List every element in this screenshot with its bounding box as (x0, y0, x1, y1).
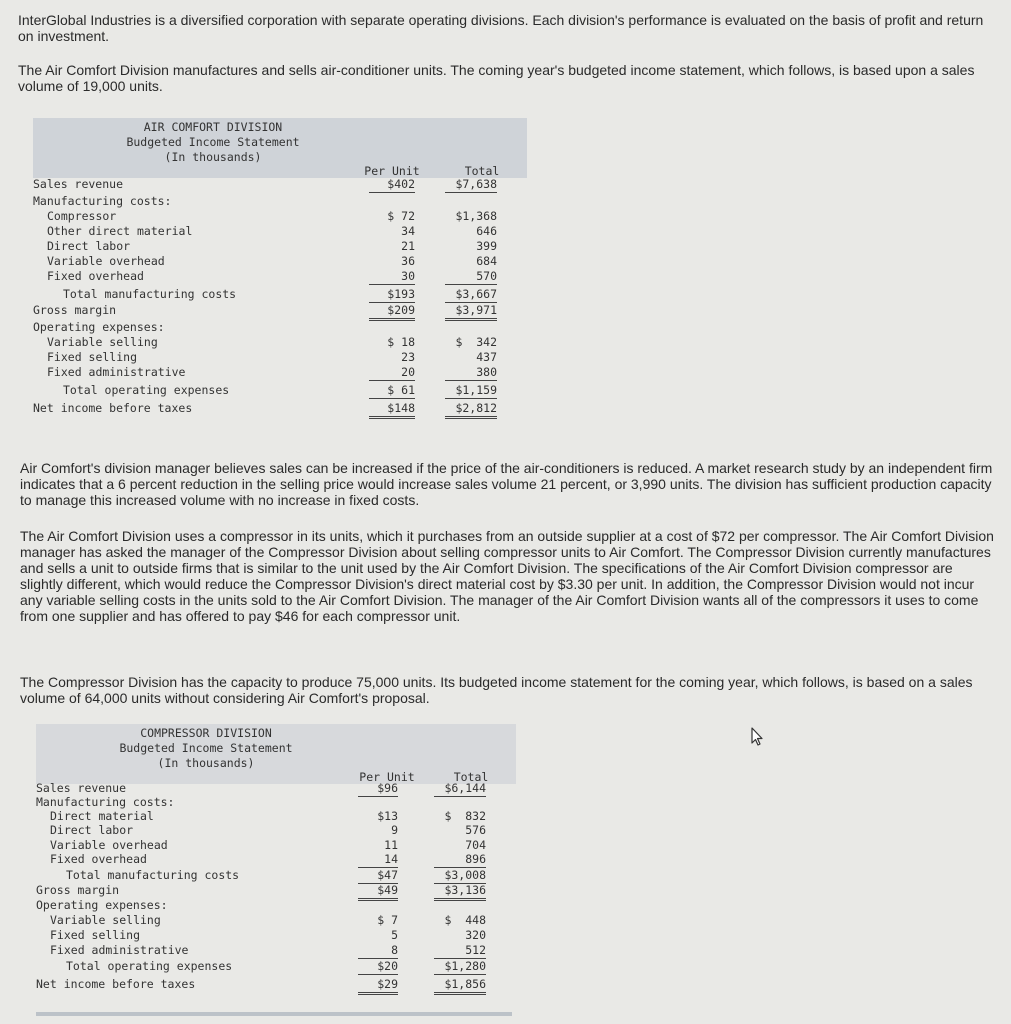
row-label: Operating expenses: (33, 320, 165, 334)
row-label: Manufacturing costs: (33, 194, 172, 208)
total-value: $3,136 (434, 882, 486, 901)
per-unit-value: $209 (369, 302, 415, 321)
statement-row (36, 927, 516, 943)
statement-row (36, 882, 516, 898)
mouse-pointer-icon (746, 726, 768, 748)
row-label: Direct labor (50, 823, 134, 837)
row-label: Operating expenses: (36, 898, 168, 912)
total-value: $6,144 (434, 780, 486, 797)
row-label: Variable selling (50, 913, 161, 927)
row-label: Direct material (50, 809, 154, 823)
per-unit-value: $ 72 (387, 209, 415, 223)
statement-row (36, 912, 516, 928)
per-unit-value: 21 (401, 239, 415, 253)
row-label: Sales revenue (33, 177, 124, 191)
total-value: 320 (465, 928, 486, 942)
per-unit-value: $13 (377, 809, 398, 823)
total-value: $1,856 (434, 976, 486, 995)
per-unit-value: 11 (384, 838, 398, 852)
row-label: Direct labor (47, 239, 131, 253)
total-value: $ 832 (444, 809, 486, 823)
statement-row (33, 364, 527, 380)
row-label: Fixed selling (50, 928, 141, 942)
air-comfort-income-statement (33, 118, 527, 434)
per-unit-value: 23 (401, 350, 415, 364)
statement-row (33, 382, 527, 398)
total-value: 380 (445, 364, 497, 381)
total-value: $3,667 (445, 286, 497, 303)
statement-row (36, 942, 516, 958)
total-value: 437 (476, 350, 497, 364)
row-label: Gross margin (33, 303, 117, 317)
per-unit-value: $148 (369, 400, 415, 419)
statement-title-2: Budgeted Income Statement (126, 135, 300, 149)
row-label: Total operating expenses (63, 383, 230, 397)
row-label: Variable overhead (50, 838, 168, 852)
row-label: Gross margin (36, 883, 120, 897)
divider (36, 1012, 512, 1016)
row-label: Fixed administrative (47, 365, 186, 379)
total-value: $ 448 (444, 913, 486, 927)
total-value: 570 (445, 268, 497, 285)
per-unit-value: 36 (401, 254, 415, 268)
statement-row (33, 286, 527, 302)
per-unit-value: 8 (358, 942, 398, 959)
total-value: 704 (465, 838, 486, 852)
per-unit-value: $29 (358, 976, 398, 995)
total-value: $1,159 (445, 382, 497, 399)
statement-row (33, 349, 527, 365)
statement-row (33, 176, 527, 192)
statement-row (36, 976, 516, 992)
statement-row (33, 223, 527, 239)
per-unit-value: $402 (369, 176, 415, 193)
per-unit-value: 5 (391, 928, 398, 942)
statement-row (33, 253, 527, 269)
total-value: $2,812 (445, 400, 497, 419)
total-value: $3,971 (445, 302, 497, 321)
statement-row (36, 867, 516, 883)
intro-paragraph-1: InterGlobal Industries is a diversified corporation with separate operating divisions. Each division's performance is evaluated on the basis of profit and return on investment. (18, 12, 984, 44)
statement-title-3: (In thousands) (164, 150, 262, 164)
total-value: $ 342 (455, 335, 497, 349)
statement-row (33, 400, 527, 416)
per-unit-value: $47 (358, 867, 398, 884)
per-unit-value: 30 (369, 268, 415, 285)
row-label: Fixed overhead (47, 269, 144, 283)
total-value: 646 (476, 224, 497, 238)
total-column-header: Total (453, 770, 489, 784)
row-label: Fixed overhead (50, 852, 147, 866)
compressor-income-statement (36, 724, 516, 1012)
total-value: 512 (434, 942, 486, 959)
total-value: $1,368 (455, 209, 497, 223)
per-unit-value: $ 61 (369, 382, 415, 399)
total-value: 576 (465, 823, 486, 837)
middle-paragraph-1: Air Comfort's division manager believes sales can be increased if the price of the air-conditioners is reduced. A market research study by an independent firm indicates that a 6 percent reduction in the selling price would increase sales volume 21 percent, or 3,990 units. The division has sufficient production capacity to manage this increased volume with no increase in fixed costs. (20, 460, 993, 508)
total-value: 399 (476, 239, 497, 253)
row-label: Fixed administrative (50, 943, 189, 957)
row-label: Net income before taxes (33, 401, 193, 415)
per-unit-column-header: Per Unit (359, 770, 415, 784)
middle-paragraph-2: The Air Comfort Division uses a compressor in its units, which it purchases from an outside supplier at a cost of $72 per compressor. The Air Comfort Division manager has asked the manager of the Compressor Division about selling compressor units to Air Comfort. The Compressor Division currently manufactures and sells a unit to outside firms that is similar to the unit used by the Air Comfort Division. The specifications of the Air Comfort Division compressor are slightly different, which would reduce the Compressor Division's direct material cost by $3.30 per unit. In addition, the Compressor Division would not incur any variable selling costs in the units sold to the Air Comfort Division. The manager of the Air Comfort Division wants all of the compressors it uses to come from one supplier and has offered to pay $46 for each compressor unit. (20, 528, 994, 624)
statement-row (36, 958, 516, 974)
statement-row (33, 334, 527, 350)
total-value: 896 (434, 851, 486, 868)
row-label: Variable overhead (47, 254, 165, 268)
statement-title-1: COMPRESSOR DIVISION (140, 726, 272, 740)
row-label: Sales revenue (36, 781, 127, 795)
per-unit-column-header: Per Unit (364, 164, 420, 178)
per-unit-value: 20 (369, 364, 415, 381)
total-value: 684 (476, 254, 497, 268)
statement-title-3: (In thousands) (157, 756, 255, 770)
total-value: $1,280 (434, 958, 486, 975)
statement-row (36, 897, 516, 913)
statement-row (33, 268, 527, 284)
row-label: Total manufacturing costs (66, 868, 240, 882)
total-column-header: Total (464, 164, 500, 178)
intro-paragraph-2: The Air Comfort Division manufactures and sells air-conditioner units. The coming year's budgeted income statement, which follows, is based upon a sales volume of 19,000 units. (18, 62, 975, 94)
statement-row (36, 851, 516, 867)
row-label: Total operating expenses (66, 959, 233, 973)
row-label: Manufacturing costs: (36, 795, 175, 809)
statement-row (36, 822, 516, 838)
per-unit-value: $49 (358, 882, 398, 901)
per-unit-value: $ 7 (377, 913, 398, 927)
row-label: Net income before taxes (36, 977, 196, 991)
statement-row (33, 302, 527, 318)
row-label: Fixed selling (47, 350, 138, 364)
per-unit-value: $ 18 (387, 335, 415, 349)
statement-row (33, 238, 527, 254)
total-value: $3,008 (434, 867, 486, 884)
per-unit-value: 14 (358, 851, 398, 868)
statement-row (33, 319, 527, 335)
per-unit-value: $193 (369, 286, 415, 303)
row-label: Other direct material (47, 224, 193, 238)
row-label: Total manufacturing costs (63, 287, 237, 301)
per-unit-value: $96 (358, 780, 398, 797)
row-label: Variable selling (47, 335, 158, 349)
per-unit-value: 9 (391, 823, 398, 837)
row-label: Compressor (47, 209, 117, 223)
middle-paragraph-3: The Compressor Division has the capacity to produce 75,000 units. Its budgeted income statement for the coming year, which follows, is based on a sales volume of 64,000 units without considering Air Comfort's proposal. (20, 674, 973, 706)
total-value: $7,638 (445, 176, 497, 193)
statement-title-2: Budgeted Income Statement (119, 741, 293, 755)
statement-row (33, 208, 527, 224)
statement-row (33, 193, 527, 209)
statement-title-1: AIR COMFORT DIVISION (143, 120, 283, 134)
per-unit-value: 34 (401, 224, 415, 238)
per-unit-value: $20 (358, 958, 398, 975)
